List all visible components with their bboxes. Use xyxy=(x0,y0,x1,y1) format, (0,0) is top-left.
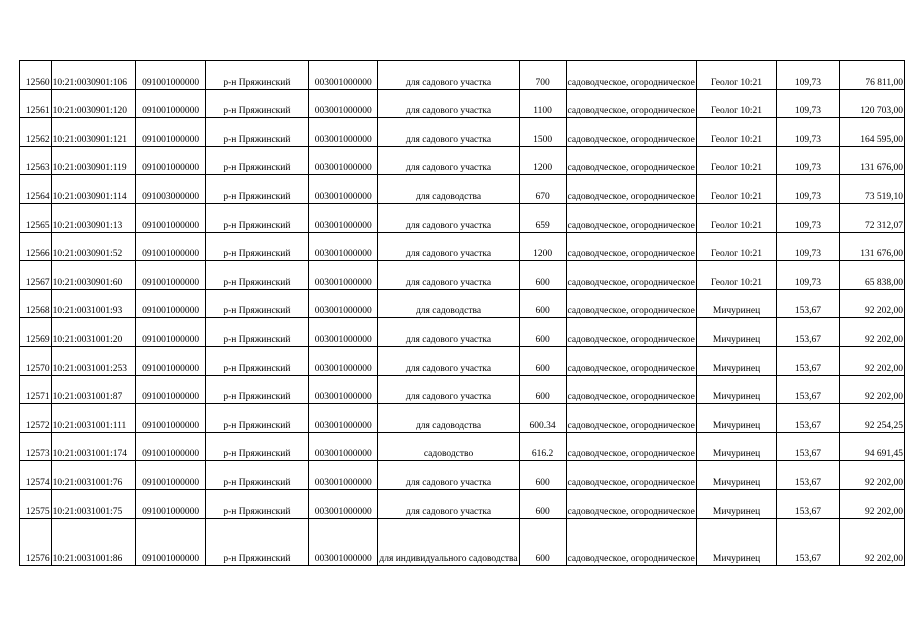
cadastral-value-cell: 131 676,00 xyxy=(839,146,904,175)
okato-cell: 091001000000 xyxy=(136,261,205,290)
district-cell: р-н Пряжинский xyxy=(205,432,308,461)
location-cell: Мичуринец xyxy=(696,289,776,318)
unit-price-cell: 109,73 xyxy=(777,146,839,175)
cadastral-number-cell: 10:21:0030901:13 xyxy=(51,203,136,232)
unit-price-cell: 153,67 xyxy=(777,461,839,490)
category-cell: садоводческое, огородническое xyxy=(566,61,696,90)
cadastral-value-cell: 164 595,00 xyxy=(839,118,904,147)
okato-cell: 091001000000 xyxy=(136,89,205,118)
area-cell: 600 xyxy=(519,289,566,318)
cadastral-number-cell: 10:21:0030901:106 xyxy=(51,61,136,90)
cadastral-number-cell: 10:21:0030901:114 xyxy=(51,175,136,204)
unit-price-cell: 153,67 xyxy=(777,318,839,347)
table-row xyxy=(20,146,905,175)
unit-price-cell: 109,73 xyxy=(777,261,839,290)
table-row xyxy=(20,289,905,318)
table-row xyxy=(20,232,905,261)
area-cell: 1500 xyxy=(519,118,566,147)
location-cell: Мичуринец xyxy=(696,518,776,565)
permitted-use-cell: для садового участка xyxy=(378,461,519,490)
district-cell: р-н Пряжинский xyxy=(205,375,308,404)
category-cell: садоводческое, огородническое xyxy=(566,232,696,261)
oktmo-cell: 003001000000 xyxy=(309,461,378,490)
row-number-cell: 12572 xyxy=(20,404,52,433)
location-cell: Геолог 10:21 xyxy=(696,232,776,261)
okato-cell: 091001000000 xyxy=(136,61,205,90)
cadastral-value-cell: 92 202,00 xyxy=(839,318,904,347)
oktmo-cell: 003001000000 xyxy=(309,489,378,518)
area-cell: 1200 xyxy=(519,146,566,175)
area-cell: 616.2 xyxy=(519,432,566,461)
oktmo-cell: 003001000000 xyxy=(309,518,378,565)
unit-price-cell: 109,73 xyxy=(777,89,839,118)
table-row xyxy=(20,432,905,461)
category-cell: садоводческое, огородническое xyxy=(566,89,696,118)
cadastral-number-cell: 10:21:0031001:93 xyxy=(51,289,136,318)
district-cell: р-н Пряжинский xyxy=(205,118,308,147)
category-cell: садоводческое, огородническое xyxy=(566,518,696,565)
cadastral-value-cell: 92 202,00 xyxy=(839,461,904,490)
permitted-use-cell: для индивидуального садоводства xyxy=(378,518,519,565)
district-cell: р-н Пряжинский xyxy=(205,289,308,318)
unit-price-cell: 153,67 xyxy=(777,432,839,461)
area-cell: 600 xyxy=(519,518,566,565)
permitted-use-cell: для садового участка xyxy=(378,261,519,290)
area-cell: 670 xyxy=(519,175,566,204)
cadastral-value-cell: 92 202,00 xyxy=(839,346,904,375)
oktmo-cell: 003001000000 xyxy=(309,289,378,318)
unit-price-cell: 153,67 xyxy=(777,404,839,433)
row-number-cell: 12570 xyxy=(20,346,52,375)
area-cell: 1100 xyxy=(519,89,566,118)
cadastral-value-cell: 120 703,00 xyxy=(839,89,904,118)
table-row xyxy=(20,318,905,347)
area-cell: 659 xyxy=(519,203,566,232)
permitted-use-cell: для садового участка xyxy=(378,118,519,147)
row-number-cell: 12564 xyxy=(20,175,52,204)
table-row xyxy=(20,346,905,375)
cadastral-number-cell: 10:21:0030901:52 xyxy=(51,232,136,261)
table-row xyxy=(20,203,905,232)
cadastral-value-cell: 131 676,00 xyxy=(839,232,904,261)
row-number-cell: 12562 xyxy=(20,118,52,147)
area-cell: 600 xyxy=(519,261,566,290)
cadastral-value-cell: 92 254,25 xyxy=(839,404,904,433)
cadastral-number-cell: 10:21:0031001:75 xyxy=(51,489,136,518)
location-cell: Геолог 10:21 xyxy=(696,146,776,175)
okato-cell: 091001000000 xyxy=(136,289,205,318)
district-cell: р-н Пряжинский xyxy=(205,203,308,232)
district-cell: р-н Пряжинский xyxy=(205,61,308,90)
row-number-cell: 12561 xyxy=(20,89,52,118)
cadastral-number-cell: 10:21:0031001:174 xyxy=(51,432,136,461)
cadastral-number-cell: 10:21:0030901:119 xyxy=(51,146,136,175)
cadastral-number-cell: 10:21:0031001:111 xyxy=(51,404,136,433)
location-cell: Геолог 10:21 xyxy=(696,118,776,147)
category-cell: садоводческое, огородническое xyxy=(566,375,696,404)
permitted-use-cell: для садового участка xyxy=(378,89,519,118)
okato-cell: 091001000000 xyxy=(136,432,205,461)
category-cell: садоводческое, огородническое xyxy=(566,261,696,290)
okato-cell: 091001000000 xyxy=(136,404,205,433)
location-cell: Мичуринец xyxy=(696,432,776,461)
district-cell: р-н Пряжинский xyxy=(205,461,308,490)
row-number-cell: 12573 xyxy=(20,432,52,461)
district-cell: р-н Пряжинский xyxy=(205,404,308,433)
category-cell: садоводческое, огородническое xyxy=(566,346,696,375)
cadastral-number-cell: 10:21:0030901:60 xyxy=(51,261,136,290)
unit-price-cell: 109,73 xyxy=(777,175,839,204)
cadastral-number-cell: 10:21:0031001:86 xyxy=(51,518,136,565)
location-cell: Мичуринец xyxy=(696,318,776,347)
unit-price-cell: 153,67 xyxy=(777,289,839,318)
cadastral-value-cell: 94 691,45 xyxy=(839,432,904,461)
permitted-use-cell: для садоводства xyxy=(378,175,519,204)
category-cell: садоводческое, огородническое xyxy=(566,432,696,461)
area-cell: 600.34 xyxy=(519,404,566,433)
area-cell: 1200 xyxy=(519,232,566,261)
table-row xyxy=(20,518,905,565)
oktmo-cell: 003001000000 xyxy=(309,232,378,261)
location-cell: Геолог 10:21 xyxy=(696,89,776,118)
row-number-cell: 12560 xyxy=(20,61,52,90)
area-cell: 600 xyxy=(519,375,566,404)
permitted-use-cell: для садового участка xyxy=(378,232,519,261)
table-row xyxy=(20,461,905,490)
cadastral-number-cell: 10:21:0030901:120 xyxy=(51,89,136,118)
okato-cell: 091001000000 xyxy=(136,518,205,565)
cadastral-value-cell: 92 202,00 xyxy=(839,375,904,404)
location-cell: Мичуринец xyxy=(696,404,776,433)
cadastral-number-cell: 10:21:0031001:76 xyxy=(51,461,136,490)
cadastral-number-cell: 10:21:0030901:121 xyxy=(51,118,136,147)
permitted-use-cell: для садового участка xyxy=(378,61,519,90)
location-cell: Геолог 10:21 xyxy=(696,175,776,204)
area-cell: 600 xyxy=(519,489,566,518)
okato-cell: 091001000000 xyxy=(136,461,205,490)
oktmo-cell: 003001000000 xyxy=(309,432,378,461)
table-row xyxy=(20,89,905,118)
unit-price-cell: 153,67 xyxy=(777,375,839,404)
unit-price-cell: 109,73 xyxy=(777,232,839,261)
category-cell: садоводческое, огородническое xyxy=(566,289,696,318)
area-cell: 600 xyxy=(519,461,566,490)
okato-cell: 091001000000 xyxy=(136,146,205,175)
unit-price-cell: 109,73 xyxy=(777,203,839,232)
unit-price-cell: 109,73 xyxy=(777,61,839,90)
table-row xyxy=(20,375,905,404)
okato-cell: 091001000000 xyxy=(136,375,205,404)
oktmo-cell: 003001000000 xyxy=(309,118,378,147)
district-cell: р-н Пряжинский xyxy=(205,489,308,518)
oktmo-cell: 003001000000 xyxy=(309,346,378,375)
row-number-cell: 12568 xyxy=(20,289,52,318)
location-cell: Мичуринец xyxy=(696,489,776,518)
permitted-use-cell: садоводство xyxy=(378,432,519,461)
oktmo-cell: 003001000000 xyxy=(309,404,378,433)
unit-price-cell: 153,67 xyxy=(777,518,839,565)
table-row xyxy=(20,118,905,147)
permitted-use-cell: для садового участка xyxy=(378,375,519,404)
district-cell: р-н Пряжинский xyxy=(205,146,308,175)
permitted-use-cell: для садоводства xyxy=(378,289,519,318)
permitted-use-cell: для садового участка xyxy=(378,489,519,518)
unit-price-cell: 153,67 xyxy=(777,489,839,518)
table-body xyxy=(20,61,905,566)
category-cell: садоводческое, огородническое xyxy=(566,146,696,175)
district-cell: р-н Пряжинский xyxy=(205,518,308,565)
table-row xyxy=(20,261,905,290)
row-number-cell: 12566 xyxy=(20,232,52,261)
cadastral-number-cell: 10:21:0031001:20 xyxy=(51,318,136,347)
row-number-cell: 12575 xyxy=(20,489,52,518)
category-cell: садоводческое, огородническое xyxy=(566,489,696,518)
cadastral-value-cell: 72 312,07 xyxy=(839,203,904,232)
row-number-cell: 12574 xyxy=(20,461,52,490)
district-cell: р-н Пряжинский xyxy=(205,232,308,261)
row-number-cell: 12576 xyxy=(20,518,52,565)
table-row xyxy=(20,489,905,518)
permitted-use-cell: для садового участка xyxy=(378,146,519,175)
okato-cell: 091001000000 xyxy=(136,489,205,518)
permitted-use-cell: для садового участка xyxy=(378,318,519,347)
row-number-cell: 12571 xyxy=(20,375,52,404)
table-row xyxy=(20,175,905,204)
table-row xyxy=(20,61,905,90)
row-number-cell: 12569 xyxy=(20,318,52,347)
category-cell: садоводческое, огородническое xyxy=(566,175,696,204)
permitted-use-cell: для садового участка xyxy=(378,346,519,375)
oktmo-cell: 003001000000 xyxy=(309,261,378,290)
okato-cell: 091001000000 xyxy=(136,232,205,261)
oktmo-cell: 003001000000 xyxy=(309,318,378,347)
cadastral-value-cell: 76 811,00 xyxy=(839,61,904,90)
district-cell: р-н Пряжинский xyxy=(205,346,308,375)
district-cell: р-н Пряжинский xyxy=(205,261,308,290)
district-cell: р-н Пряжинский xyxy=(205,175,308,204)
category-cell: садоводческое, огородническое xyxy=(566,404,696,433)
okato-cell: 091001000000 xyxy=(136,318,205,347)
unit-price-cell: 109,73 xyxy=(777,118,839,147)
area-cell: 600 xyxy=(519,346,566,375)
okato-cell: 091001000000 xyxy=(136,346,205,375)
area-cell: 700 xyxy=(519,61,566,90)
category-cell: садоводческое, огородническое xyxy=(566,203,696,232)
category-cell: садоводческое, огородническое xyxy=(566,318,696,347)
category-cell: садоводческое, огородническое xyxy=(566,461,696,490)
oktmo-cell: 003001000000 xyxy=(309,61,378,90)
cadastral-number-cell: 10:21:0031001:87 xyxy=(51,375,136,404)
permitted-use-cell: для садоводства xyxy=(378,404,519,433)
cadastral-number-cell: 10:21:0031001:253 xyxy=(51,346,136,375)
cadastral-value-cell: 92 202,00 xyxy=(839,489,904,518)
location-cell: Мичуринец xyxy=(696,461,776,490)
okato-cell: 091003000000 xyxy=(136,175,205,204)
cadastral-value-cell: 92 202,00 xyxy=(839,518,904,565)
location-cell: Мичуринец xyxy=(696,346,776,375)
oktmo-cell: 003001000000 xyxy=(309,375,378,404)
cadastral-value-cell: 73 519,10 xyxy=(839,175,904,204)
permitted-use-cell: для садового участка xyxy=(378,203,519,232)
okato-cell: 091001000000 xyxy=(136,203,205,232)
unit-price-cell: 153,67 xyxy=(777,346,839,375)
oktmo-cell: 003001000000 xyxy=(309,146,378,175)
table-row xyxy=(20,404,905,433)
land-registry-table xyxy=(19,60,905,566)
row-number-cell: 12565 xyxy=(20,203,52,232)
district-cell: р-н Пряжинский xyxy=(205,89,308,118)
oktmo-cell: 003001000000 xyxy=(309,175,378,204)
okato-cell: 091001000000 xyxy=(136,118,205,147)
location-cell: Мичуринец xyxy=(696,375,776,404)
location-cell: Геолог 10:21 xyxy=(696,61,776,90)
district-cell: р-н Пряжинский xyxy=(205,318,308,347)
oktmo-cell: 003001000000 xyxy=(309,89,378,118)
area-cell: 600 xyxy=(519,318,566,347)
cadastral-value-cell: 92 202,00 xyxy=(839,289,904,318)
oktmo-cell: 003001000000 xyxy=(309,203,378,232)
row-number-cell: 12563 xyxy=(20,146,52,175)
category-cell: садоводческое, огородническое xyxy=(566,118,696,147)
location-cell: Геолог 10:21 xyxy=(696,261,776,290)
location-cell: Геолог 10:21 xyxy=(696,203,776,232)
row-number-cell: 12567 xyxy=(20,261,52,290)
cadastral-value-cell: 65 838,00 xyxy=(839,261,904,290)
